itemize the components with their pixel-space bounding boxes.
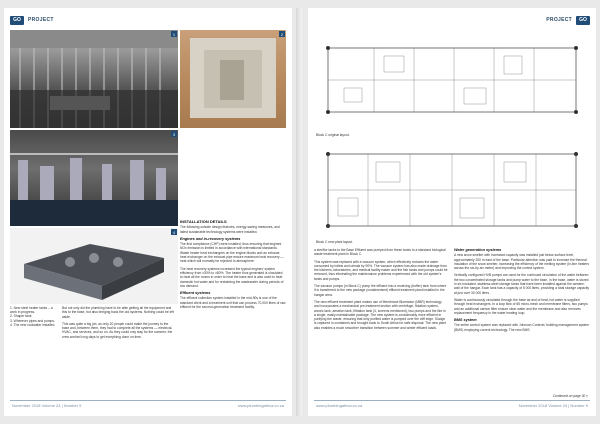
photo-coolwater — [10, 228, 178, 304]
coolwater-unit-illustration — [10, 228, 178, 304]
body-paragraph: Vertically configured HVB pumps are used for the continued circulation of the water between the two concentrated storage tanks and pump water to the base. In the base, water is stored in six insulated, stainless-steel storage tanks that have been installed against the western wall of the hangar. Each tank has a capacity of 5 000 litres, providing a total storage capacity at just over 30 000 litres. — [454, 273, 590, 295]
plan-original-layout — [314, 28, 590, 132]
right-header — [546, 14, 590, 26]
continued-note: Continued on page 30 » — [552, 394, 588, 398]
footer-issue: November 2018 Volume 24 | Number 9 — [12, 403, 82, 408]
section-label: PROJECT — [28, 17, 54, 23]
caption-4: 4. The new coolwater installed. — [10, 322, 56, 327]
photo-number: 2 — [280, 31, 284, 37]
body-paragraph: This system was replaced with a vacuum system, which effectively reduces the water consumed by toilets and urinals by 90%. The vacuum system has also made drainage from the kitchens, laboratories, and medical facility easier and the fish tanks and pumps could be removed, thus eliminating the maintenance problems experienced with the old system's tanks and pumps. — [314, 259, 448, 281]
body-paragraph: The heat recovery systems increased the typical engines' system efficiency from ±30% to ±80%. The heater thus generated is circulated to heat all the rooms in order to heat the base and is also used to heat domestic hot water and for reclaiming the wastewater during periods of low demand. — [180, 266, 284, 288]
right-page — [308, 8, 596, 416]
body-paragraph: Water is continuously circulated through the base as and of heat, hot water is supplied through heat exchangers. In a loop flow of 65 micro-mesh and membrane filters, two pumps and an additional carbon filter ensure clear water and the membrane and also removes replacement frequency in the water heating loop. — [454, 297, 588, 315]
left-header — [10, 14, 54, 26]
body-paragraph: The effluent collection system installed in the mid-90s is one of the standard client and a treatment unit that can process 70,000 litres of raw effluent for the second-generation treatment facility. — [180, 296, 286, 310]
left-body-column-2 — [180, 220, 286, 396]
right-body-column-2 — [454, 246, 590, 394]
body-paragraph: The vacuum pumps (in Block C) pump the effluent into a receiving (buffer) tank from where it is transferred to the new package (containerised) effluent treatment plant installed in the hangar area. — [314, 284, 447, 297]
footer-issue: November 2018 Volume 24 | Number 9 — [518, 403, 588, 408]
plan-caption-new: Block C new plant layout. — [316, 240, 354, 244]
shaper-tank-illustration — [180, 30, 286, 128]
caption-3: 3. Wherever pipes and pumps. — [10, 318, 55, 323]
right-body-column-1 — [314, 248, 448, 398]
plan-caption-original: Block C original layout. — [316, 133, 350, 137]
photo-captions — [10, 306, 58, 327]
body-paragraph: A new snow smelter with increased capacity was installed just below surface level, approximately 200 m east of the base. Particular attention was paid to increase the thermal insulation of the snow smelter, increasing the efficiency of the melting system (in-line heaters across the six-by-six metre) and improving the control system. — [454, 253, 589, 271]
photo-heater-tanks — [10, 30, 178, 128]
subheading-effluent: Effluent systems — [180, 291, 211, 296]
body-paragraph: But not only did the plumbing have to be able getting all the equipment and this to the base, but also bringing back the old systems. Nothing could be left aside. — [62, 306, 174, 319]
plan-new-layout — [314, 140, 590, 240]
subheading-engines: Engines and in-recovery systems — [180, 236, 241, 241]
magazine-logo: GO — [576, 16, 590, 25]
footer-rule — [314, 400, 590, 401]
left-page — [4, 8, 292, 416]
photo-number: 3 — [172, 131, 176, 137]
heater-tanks-illustration — [10, 30, 178, 128]
body-paragraph: The entire control system was replaced with Johnson Controls' building management system (BMS) employing current technology. The new BMS — [454, 323, 590, 332]
photo-number: 4 — [172, 229, 176, 235]
caption-2: 2. Shaper tank. — [10, 314, 33, 319]
footer-rule — [10, 400, 286, 401]
caption-1: 1. New steel heater tanks – a work in progress. — [10, 306, 53, 315]
photo-pipes-pumps — [10, 130, 178, 226]
footer-website: www.plumbingafrica.co.za — [237, 403, 284, 408]
body-paragraph: This was quite a big job, as only 20 people could make the journey to the base and, between them, they had to complete all the systems — electrical, HVAC, and services, and so on. As they could only stay for the summer, the crew worked long days to get everything done on time. — [62, 321, 173, 339]
body-paragraph: a steriflor tanks to the Base Effluent was pumped from these tanks to a standard biological waste treatment plant in Block C. — [314, 248, 446, 257]
subheading-water: Water generation systems — [454, 248, 502, 252]
section-label: PROJECT — [546, 17, 572, 23]
pipes-pumps-illustration — [10, 130, 178, 226]
left-body-column-1 — [62, 306, 176, 396]
body-paragraph: The following outside design features, energy-saving measures, and latest sustainable technology systems were installed. — [180, 225, 280, 234]
subheading-bms: BMS system — [454, 318, 477, 323]
installation-details-heading: INSTALLATION DETAILS — [180, 220, 227, 224]
photo-number: 1 — [172, 31, 176, 37]
body-paragraph: The new effluent treatment plant makes use of Membrane Bioreactor (MBR) technology and incorporates a mechanical pre-treatment section with centrifuge, flotation system, anoxic tank, aeration tank, filtration tank (4, screens mentioned), two pumps and the like in a single, easily maintainable package. The new system is considerably more efficient in purifying the waste, ensuring that only purified water is pumped over the cliff edge. Sludge is captured in containers and brought back to South Africa for safe disposal. The new plant also enables a much smoother transition between summer and winter effluent loads. — [314, 299, 446, 330]
footer-website: www.plumbingafrica.co.za — [316, 403, 363, 408]
floor-plan-drawing — [314, 140, 590, 240]
body-paragraph: The first compliance (CHP) were installed, thus ensuring that engines' NOx emission is limited in accordance with international standards. Waste heater heat exchangers on the engine blocks and an exhaust heat exchanger on the exhaust pipe ensure maximum heat recovery — heat which will normally be rejected to atmosphere. — [180, 242, 284, 264]
magazine-logo: GO — [10, 16, 24, 25]
photo-shaper-tank — [180, 30, 286, 128]
floor-plan-drawing — [314, 28, 590, 132]
spine-gutter — [296, 8, 302, 416]
